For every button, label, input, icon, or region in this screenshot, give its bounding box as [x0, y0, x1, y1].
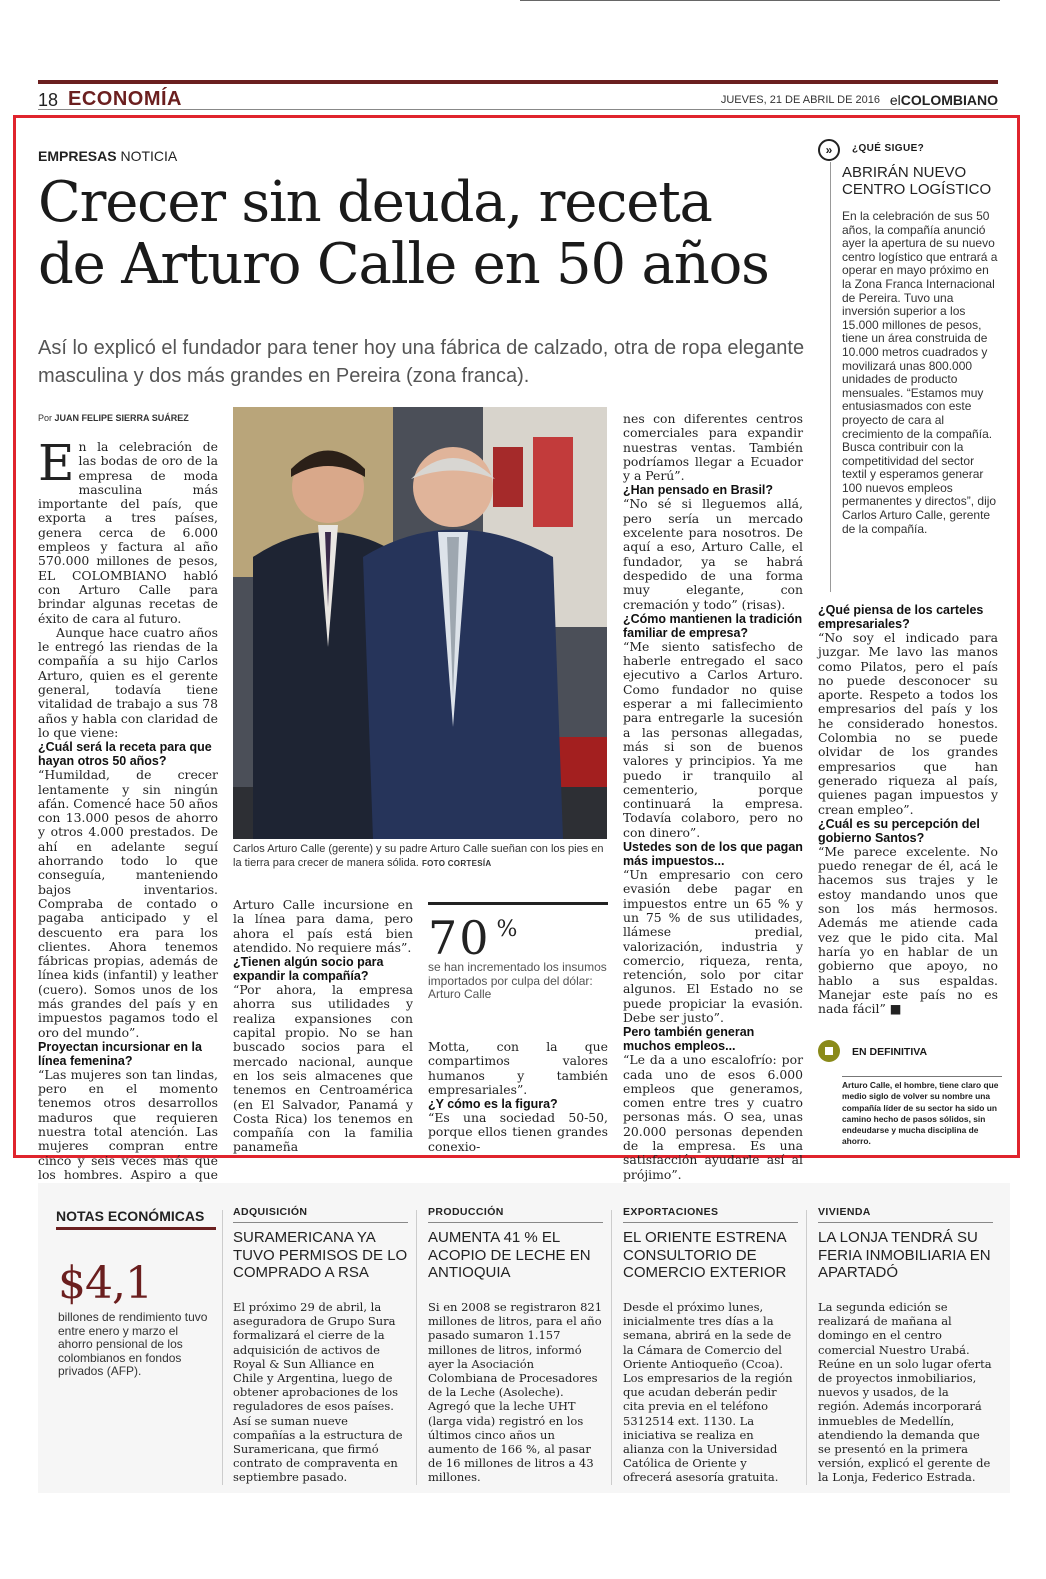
interview-answer: Arturo Calle incursione en la línea para dama, pero ahora el país está bien atendido. No requiere más”. — [233, 897, 413, 955]
interview-answer: Motta, con la que compartimos valores humanos y también empresariales”. — [428, 1039, 608, 1097]
notes-title: NOTAS ECONÓMICAS — [56, 1208, 216, 1230]
note-item — [428, 1206, 603, 1485]
interview-answer: “No sé si lleguemos allá, pero sería un mercado excelente para nosotros. De aquí a eso, Arturo Calle, el fundador, ya se habrá despedido de una forma muy elegante, con cremación y todo” (risas). — [623, 496, 803, 612]
note-item — [623, 1206, 798, 1485]
note-title: EL ORIENTE ESTRENA CONSULTORIO DE COMERCIO EXTERIOR — [623, 1229, 787, 1281]
article-column-2b — [428, 1040, 608, 1154]
interview-answer: “Me parece excelente. No puedo renegar de él, acá le hacemos sus trajes y le estoy mandando unos que son los más hermosos. Además me atiende cada vez que le pido cita. Mal haría yo en hablar de un gobierno que apoyo, no hablo a sus espaldas. Manejar este país no es nada fácil” ■ — [818, 843, 998, 1017]
photo-credit: FOTO CORTESÍA — [421, 859, 492, 868]
interview-question: ¿Han pensado en Brasil? — [623, 483, 774, 498]
note-item — [233, 1206, 408, 1485]
article-deck: Así lo explicó el fundador para tener hoy una fábrica de calzado, otra de ropa elegante masculina y dos más grandes en Pereira (zona franca). — [38, 337, 805, 387]
notes-divider — [222, 1210, 223, 1485]
paragraph: Aunque hace cuatro años le entregó las riendas de la compañía a su hijo Carlos Arturo, quien es el gerente general, todavía tiene vitalidad de trabajo a sus 78 años y habla con claridad de lo que viene: — [38, 624, 218, 740]
note-body: Desde el próximo lunes, inicialmente tres días a la semana, abrirá en la sede de la Cámara de Comercio del Oriente Antioqueño (Ccoa). Los empresarios de la región que acudan deberán pedir cita previa en el teléfono 5312514 ext. 1130. La iniciativa se realiza en alianza con la Universidad Católica de Oriente y ofrecerá asesoría gratuita. — [623, 1300, 793, 1485]
sidebar-divider — [830, 162, 831, 592]
publication-date: JUEVES, 21 DE ABRIL DE 2016 — [720, 94, 880, 106]
sidebar-label: ¿QUÉ SIGUE? — [852, 143, 925, 154]
note-category: EXPORTACIONES — [623, 1206, 798, 1223]
interview-answer: “Por ahora, la empresa ahorra sus utilidades y realiza expansiones con capital propio. No se han buscado socios para el mercado nacional, aunque en los seis almacenes que tenemos en Centroamérica (en El Salvador, Panamá y Costa Rica) los tenemos en compañía con la familia panameña — [233, 982, 413, 1155]
section-name: ECONOMÍA — [68, 88, 182, 110]
article-column-2 — [233, 898, 413, 1155]
interview-answer: “Es una sociedad 50-50, porque ellos tienen grandes conexio- — [428, 1110, 608, 1154]
note-body: Si en 2008 se registraron 821 millones de litros, para el año pasado sumaron 1.157 millones de litros, informó ayer la Asociación Colombiana de Procesadores de la Leche (Asoleche). Agregó que la leche UHT (larga vida) registró en los últimos cinco años un aumento de 166 %, al pasar de 16 millones de litros a 43 millones. — [428, 1300, 603, 1485]
interview-question: Proyectan incursionar en la línea femenina? — [38, 1039, 202, 1068]
article-headline — [38, 172, 828, 296]
article-kicker: EMPRESAS NOTICIA — [38, 148, 178, 164]
end-mark: ■ — [889, 1001, 902, 1017]
note-title: AUMENTA 41 % EL ACOPIO DE LECHE EN ANTIOQUIA — [428, 1229, 591, 1281]
sidebar-body: En la celebración de sus 50 años, la compañía anunció ayer la apertura de su nuevo centro logístico que entrará a operar en mayo próximo en la Zona Franca Internacional de Pereira. Tuvo una inversión superior a los 15.000 millones de pesos, tiene un área construida de 10.000 metros cuadrados y movilizará unas 800.000 unidades de producto mensuales. “Estamos muy entusiasmados con este proyecto de cara al crecimiento de la compañía. Busca contribuir con la competitividad del sector textil y esperamos generar 100 nuevos empleos permanentes y directos”, dijo Carlos Arturo Calle, gerente de la compañía. — [842, 209, 998, 536]
interview-question: ¿Qué piensa de los carteles empresariales? — [818, 603, 984, 631]
notes-divider — [611, 1210, 612, 1485]
article-column-3 — [623, 412, 803, 1182]
definitiva-icon — [818, 1040, 840, 1062]
notes-figure-description: billones de rendimiento tuvo entre enero y marzo el ahorro pensional de los colombianos en fondos privados (AFP). — [58, 1310, 208, 1379]
article-photo — [233, 407, 607, 839]
intro-paragraph: En la celebración de las bodas de oro de la empresa de moda masculina más importante del país, que exporta a tres países, genera cerca de 6.000 empleos y factura al año 570.000 millones de pesos, EL COLOMBIANO habló con Arturo Calle para brindar algunas recetas de éxito de cara al futuro. — [38, 434, 218, 626]
article-column-4 — [818, 603, 998, 1016]
page-header — [38, 80, 998, 110]
notes-figure: $4,1 — [58, 1258, 152, 1309]
stat-callout — [428, 902, 608, 1002]
note-body: La segunda edición se realizará de mañana al domingo en el centro comercial Nuestro Urabá. Reúne en un solo lugar oferta de proyectos inmobiliarios, nuevos y usados, de la región. Además incorporará inmuebles de Medellín, atendiendo la demanda que se presentó en la primera versión, explicó el gerente de la Lonja, Federico Estrada. — [818, 1300, 992, 1485]
interview-answer: nes con diferentes centros comerciales para expandir nuestras ventas. También podríamos llegar a Ecuador y a Perú”. — [623, 411, 803, 484]
interview-question: ¿Tienen algún socio para expandir la compañía? — [233, 955, 384, 984]
interview-answer: “Las mujeres son tan lindas, pero en el momento tenemos otros desarrollos maduros que requieren nuestra total atención. Las mujeres compran entre cinco y seis veces más que los hombres. Aspiro a que — [38, 1066, 218, 1182]
photo-caption: Carlos Arturo Calle (gerente) y su padre Arturo Calle sueñan con los pies en la tierra para crecer de manera sólida. FOTO CORTESÍA — [233, 843, 604, 869]
interview-question: ¿Cuál es su percepción del gobierno Santos? — [818, 816, 980, 845]
interview-question: ¿Cómo mantienen la tradición familiar de empresa? — [623, 611, 803, 640]
note-title: LA LONJA TENDRÁ SU FERIA INMOBILIARIA EN APARTADÓ — [818, 1229, 991, 1281]
chevron-double-icon: » — [818, 139, 840, 161]
definitiva-label: EN DEFINITIVA — [852, 1046, 928, 1058]
interview-answer: “Me siento satisfecho de haberle entregado el saco ejecutivo a Carlos Arturo. Como fundador no quise esperar a mi fallecimiento para entregarle la sucesión a las personas allegadas, más si son de buenos valores y principios. Ya me puedo ir tranquilo al cementerio, porque continuará la empresa. Todavía colaboro, pero no con dinero”. — [623, 638, 803, 840]
sidebar-title: ABRIRÁN NUEVO CENTRO LOGÍSTICO — [842, 164, 992, 198]
note-category: ADQUISICIÓN — [233, 1206, 408, 1223]
stat-description: se han incrementado los insumos importados por culpa del dólar: Arturo Calle — [428, 960, 607, 1001]
article-column-1 — [38, 434, 218, 1197]
top-rule — [520, 0, 1000, 1]
note-item — [818, 1206, 993, 1485]
note-body: El próximo 29 de abril, la aseguradora de Grupo Sura formalizará el cierre de la adquisición de activos de Royal & Sun Alliance en Chile y Argentina, luego de obtener aprobaciones de los reguladores de esos países. Así se suman nueve compañías a la estructura de Suramericana, que firmó contrato de compraventa en septiembre pasado. — [233, 1300, 403, 1485]
interview-answer: “Humildad, de crecer lentamente y sin ningún afán. Comencé hace 50 años con 13.000 pesos de ahorro y otros 4.000 prestados. De ahí en adelante seguí ahorrando todo lo que conseguía, manteniendo bajos inventarios. Compraba de contado o pagaba anticipado y el descuento era para los clientes. Ahora tenemos fábricas propias, además de línea kids (infantil) y leather (cuero). Somos unos de los más grandes del país y en impuestos pagamos todo el oro del mundo”. — [38, 767, 218, 1040]
definitiva-body: Arturo Calle, el hombre, tiene claro que medio siglo de volver su nombre una compañía líder de su sector ha sido un camino hecho de pasos sólidos, sin endeudarse y mucha disciplina de ahorro. — [842, 1076, 1002, 1148]
interview-answer: “No soy el indicado para juzgar. Me lavo las manos como Pilatos, pero el país no puede desconocer su aporte. Respeto a todos los empresarios del país y los he considerado honestos. Colombia no se puede olvidar de los grandes empresarios que han generado riqueza al país, quienes pagan impuestos y crean empleo”. — [818, 630, 998, 817]
headline-line-2: de Arturo Calle en 50 años — [38, 232, 769, 297]
interview-question: ¿Y cómo es la figura? — [428, 1097, 558, 1112]
interview-question: Ustedes son de los que pagan más impuestos... — [623, 840, 803, 869]
interview-answer: “Le da a uno escalofrío: por cada uno de esos 6.000 empleos que generamos, comen entre tres y cuatro personas más. O sea, unas 20.000 personas dependen de la empresa. Es una satisfacción ayudarle así al prójimo”. — [623, 1052, 803, 1182]
note-category: PRODUCCIÓN — [428, 1206, 603, 1223]
page-number: 18 — [38, 90, 59, 110]
masthead-logo: elCOLOMBIANO — [889, 92, 998, 108]
stat-number: 70 % — [428, 911, 520, 965]
drop-cap: E — [38, 434, 75, 492]
headline-line-1: Crecer sin deuda, receta — [38, 170, 712, 235]
notes-divider — [416, 1210, 417, 1485]
notes-divider — [806, 1210, 807, 1485]
byline: Por JUAN FELIPE SIERRA SUÁREZ — [38, 413, 189, 423]
interview-question: ¿Cuál será la receta para que hayan otros 50 años? — [38, 740, 212, 769]
note-category: VIVIENDA — [818, 1206, 993, 1223]
note-title: SURAMERICANA YA TUVO PERMISOS DE LO COMPRADO A RSA — [233, 1229, 408, 1281]
interview-question: Pero también generan muchos empleos... — [623, 1025, 755, 1054]
interview-answer: “Un empresario con cero evasión debe pagar en impuestos entre un 65 % y un 75 % de sus utilidades, llámese predial, valorización, industria y comercio, riqueza, renta, retención, solo por citar algunos. El Estado no se puede propiciar la evasión. Debe ser justo”. — [623, 867, 803, 1025]
photo-illustration — [233, 407, 607, 839]
